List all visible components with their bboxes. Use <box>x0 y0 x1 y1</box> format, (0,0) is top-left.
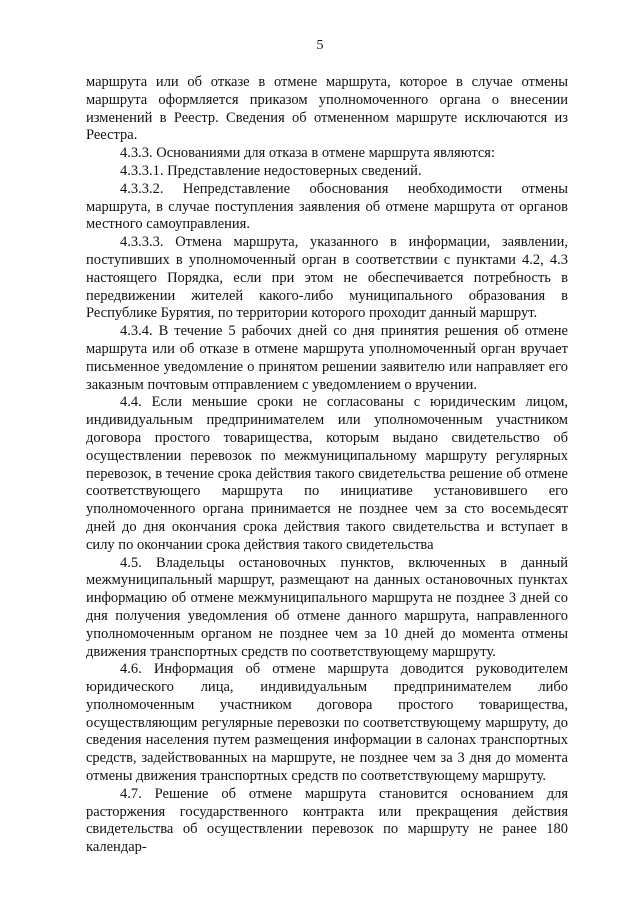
paragraph-4-4: 4.4. Если меньшие сроки не согласованы с юридическим лицом, индивидуальным предпринимателем или уполномоченным участником договора простого товарищества, которым выдано свидетельство об осуществлении перевозок по межмуниципальному маршруту регулярных перевозок, в течение срока действия такого свидетельства решение об отмене соответствующего маршрута по инициативе установившего его уполномоченного органа принимается не позднее чем за сто восемьдесят дней до дня окончания срока действия такого свидетельства и вступает в силу по окончании срока действия такого свидетельства <box>86 394 568 553</box>
document-body <box>86 74 568 857</box>
paragraph-4-3-4: 4.3.4. В течение 5 рабочих дней со дня принятия решения об отмене маршрута или об отказе в отмене маршрута уполномоченный орган вручает письменное уведомление о принятом решении заявителю или направляет его заказным почтовым отправлением с уведомлением о вручении. <box>86 323 568 393</box>
paragraph-4-3-3-1: 4.3.3.1. Представление недостоверных сведений. <box>120 162 422 179</box>
paragraph-4-7: 4.7. Решение об отмене маршрута становится основанием для расторжения государственного контракта или прекращения действия свидетельства об осуществлении перевозок по маршруту не ранее 180 календар- <box>86 785 568 856</box>
paragraph-4-3-3: 4.3.3. Основаниями для отказа в отмене маршрута являются: <box>120 145 495 162</box>
paragraph-continuation: маршрута или об отказе в отмене маршрута, которое в случае отмены маршрута оформляется приказом уполномоченного органа о внесении изменений в Реестр. Сведения об отмененном маршруте исключаются из Реестра. <box>86 74 568 144</box>
paragraph-4-3-3-3: 4.3.3.3. Отмена маршрута, указанного в информации, заявлении, поступивших в уполномоченный орган в соответствии с пунктами 4.2, 4.3 настоящего Порядка, если при этом не обеспечивается потребность в передвижении жителей какого-либо муниципального образования в Республике Бурятия, по территории которого проходит данный маршрут. <box>86 234 568 322</box>
paragraph-4-5: 4.5. Владельцы остановочных пунктов, включенных в данный межмуниципальный маршрут, размещают на данных остановочных пунктах информацию об отмене межмуниципального маршрута не позднее 3 дней со дня получения уведомления об отмене данного маршрута, направленного уполномоченным органом не позднее чем за 10 дней до момента отмены движения транспортных средств по соответствующему маршруту. <box>86 554 568 660</box>
paragraph-4-6: 4.6. Информация об отмене маршрута доводится руководителем юридического лица, индивидуальным предпринимателем либо уполномоченным участником договора простого товарищества, осуществляющим регулярные перевозки по соответствующему маршруту, до сведения населения путем размещения информации в салонах транспортных средств, задействованных на маршруте, не позднее чем за 3 дня до момента отмены движения транспортных средств по соответствующему маршруту. <box>86 661 568 785</box>
paragraph-4-3-3-2: 4.3.3.2. Непредставление обоснования необходимости отмены маршрута, в случае поступления заявления об отмене маршрута от органов местного самоуправления. <box>86 180 568 233</box>
page-number: 5 <box>316 38 324 53</box>
